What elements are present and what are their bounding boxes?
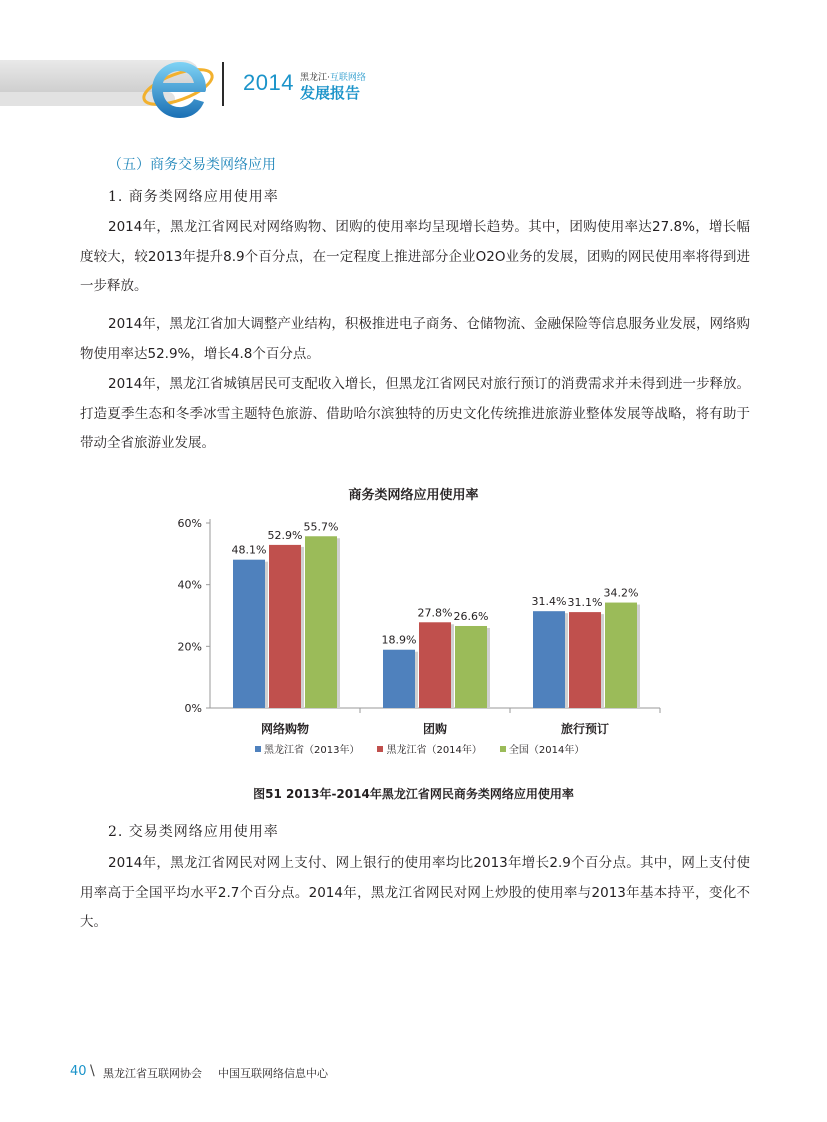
bar-shadow xyxy=(272,547,304,708)
bar-shadow xyxy=(386,652,418,708)
category-label: 旅行预订 xyxy=(560,722,610,736)
category-label: 团购 xyxy=(422,722,448,736)
bar xyxy=(455,626,487,708)
data-label: 18.9% xyxy=(381,633,417,647)
e-logo-icon xyxy=(138,52,218,122)
paragraph-4: 2014年，黑龙江省网民对网上支付、网上银行的使用率均比2013年增长2.9个百分点。其中，网上支付使用率高于全国平均水平2.7个百分点。2014年，黑龙江省网民对网上炒股的使用率与2013年基本持平，变化不大。 xyxy=(80,855,750,930)
bar xyxy=(533,611,565,708)
bar-shadow xyxy=(536,613,568,708)
page-number: 40 xyxy=(70,1064,87,1079)
legend-swatch xyxy=(255,746,261,752)
y-tick-label: 0% xyxy=(184,702,202,715)
chart-title: 商务类网络应用使用率 xyxy=(348,488,479,503)
bar-shadow xyxy=(308,538,340,708)
bar xyxy=(269,545,301,708)
bar-shadow xyxy=(236,562,268,708)
bar-shadow xyxy=(572,614,604,708)
bar-shadow xyxy=(422,624,454,708)
paragraph-2: 2014年，黑龙江省加大调整产业结构，积极推进电子商务、仓储物流、金融保险等信息服务业发展，网络购物使用率达52.9%，增长4.8个百分点。 xyxy=(80,316,750,362)
data-label: 48.1% xyxy=(231,543,267,557)
header-year: 2014 xyxy=(243,70,294,95)
bar xyxy=(383,650,415,708)
header-subtitle-right: 互联网络 xyxy=(329,73,366,83)
legend-swatch xyxy=(377,746,383,752)
section-title: （五）商务交易类网络应用 xyxy=(108,157,276,173)
legend-item xyxy=(500,741,584,756)
footer-org-1: 黑龙江省互联网协会 xyxy=(103,1067,202,1080)
data-label: 34.2% xyxy=(603,586,639,600)
legend-label: 黑龙江省（2014年） xyxy=(386,745,482,756)
data-label: 55.7% xyxy=(303,520,339,534)
chart-legend xyxy=(255,741,584,756)
legend-item xyxy=(377,741,481,756)
bar xyxy=(305,536,337,708)
bar xyxy=(605,603,637,708)
y-tick-label: 20% xyxy=(177,640,202,654)
footer-org-2: 中国互联网络信息中心 xyxy=(218,1067,328,1080)
data-label: 31.1% xyxy=(567,596,603,610)
y-tick-label: 40% xyxy=(177,578,202,592)
category-label: 网络购物 xyxy=(260,722,310,736)
data-label: 27.8% xyxy=(417,606,453,620)
legend-item xyxy=(255,741,359,756)
legend-label: 全国（2014年） xyxy=(508,745,585,756)
subsection-title-2: 2. 交易类网络应用使用率 xyxy=(108,824,279,840)
bar-shadow xyxy=(458,628,490,708)
data-label: 31.4% xyxy=(531,595,567,609)
bar xyxy=(569,612,601,708)
header-subtitle-left: 黑龙江· xyxy=(300,73,330,83)
subsection-title-1: 1. 商务类网络应用使用率 xyxy=(108,189,279,205)
header-divider xyxy=(222,62,224,106)
header-report-title: 发展报告 xyxy=(300,84,361,102)
paragraph-1: 2014年，黑龙江省网民对网络购物、团购的使用率均呈现增长趋势。其中，团购使用率达27.8%，增长幅度较大，较2013年提升8.9个百分点，在一定程度上推进部分企业O2O业务的发展，团购的网民使用率将得到进一步释放。 xyxy=(80,219,750,294)
bar-shadow xyxy=(608,605,640,708)
data-label: 26.6% xyxy=(453,609,489,623)
y-tick-label: 60% xyxy=(177,517,202,530)
legend-swatch xyxy=(500,746,506,752)
bar xyxy=(233,560,265,708)
paragraph-3: 2014年，黑龙江省城镇居民可支配收入增长，但黑龙江省网民对旅行预订的消费需求并未得到进一步释放。打造夏季生态和冬季冰雪主题特色旅游、借助哈尔滨独特的历史文化传统推进旅游业整体发展等战略，将有助于带动全省旅游业发展。 xyxy=(80,376,750,451)
footer-separator: \ xyxy=(90,1063,95,1079)
figure-caption: 图51 2013年-2014年黑龙江省网民商务类网络应用使用率 xyxy=(253,787,574,801)
bar xyxy=(419,622,451,708)
legend-label: 黑龙江省（2013年） xyxy=(264,745,360,756)
data-label: 52.9% xyxy=(267,528,303,542)
